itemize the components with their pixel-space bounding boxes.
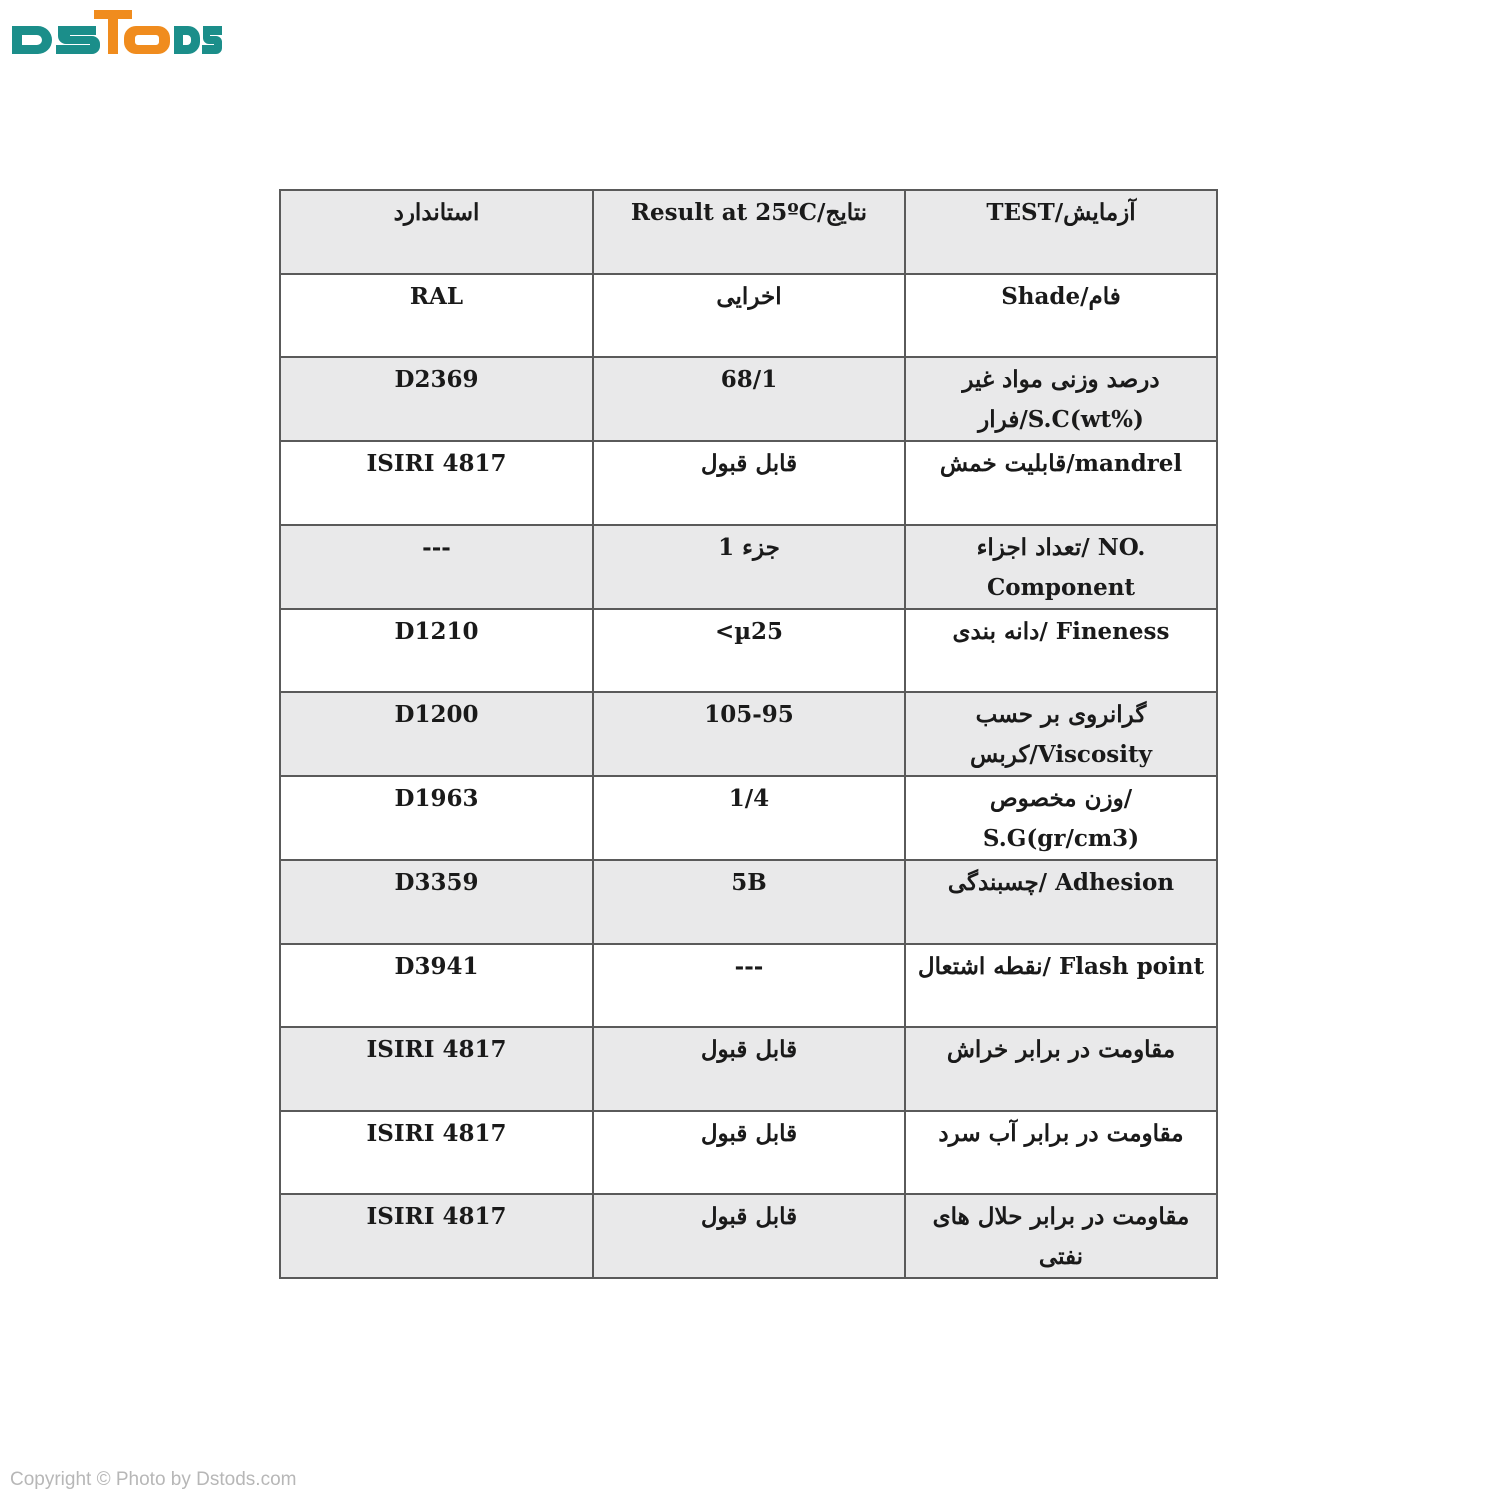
cell-standard: D1200 xyxy=(280,692,593,776)
brand-logo xyxy=(8,6,223,64)
cell-standard: ISIRI 4817 xyxy=(280,441,593,525)
cell-result: 5B xyxy=(593,860,905,944)
table-row xyxy=(280,1194,1217,1278)
cell-standard: --- xyxy=(280,525,593,609)
cell-test: گرانروی بر حسب کربس/Viscosity xyxy=(905,692,1217,776)
cell-standard: D3359 xyxy=(280,860,593,944)
cell-test: مقاومت در برابر حلال های نفتی xyxy=(905,1194,1217,1278)
header-result: Result at 25ºC/نتایج xyxy=(593,190,905,274)
table-row xyxy=(280,357,1217,441)
cell-test: مقاومت در برابر خراش xyxy=(905,1027,1217,1111)
spec-table xyxy=(279,189,1218,1279)
cell-test: تعداد اجزاء/ NO. Component xyxy=(905,525,1217,609)
cell-test: Shade/فام xyxy=(905,274,1217,358)
table-row xyxy=(280,609,1217,693)
cell-test: درصد وزنی مواد غیر فرار/S.C(wt%) xyxy=(905,357,1217,441)
header-test: TEST/آزمایش xyxy=(905,190,1217,274)
cell-test: قابلیت خمش/mandrel xyxy=(905,441,1217,525)
cell-test: وزن مخصوص/ S.G(gr/cm3) xyxy=(905,776,1217,860)
header-standard: استاندارد xyxy=(280,190,593,274)
cell-standard: ISIRI 4817 xyxy=(280,1111,593,1195)
table-row xyxy=(280,1111,1217,1195)
cell-result: 68/1 xyxy=(593,357,905,441)
cell-result: 1/4 xyxy=(593,776,905,860)
copyright-text: Copyright © Photo by Dstods.com xyxy=(10,1469,297,1490)
table-row xyxy=(280,692,1217,776)
cell-standard: D1963 xyxy=(280,776,593,860)
cell-result: قابل قبول xyxy=(593,1027,905,1111)
cell-standard: ISIRI 4817 xyxy=(280,1027,593,1111)
cell-test: دانه بندی/ Fineness xyxy=(905,609,1217,693)
cell-test: چسبندگی/ Adhesion xyxy=(905,860,1217,944)
table-row xyxy=(280,944,1217,1028)
table-row xyxy=(280,860,1217,944)
cell-test: مقاومت در برابر آب سرد xyxy=(905,1111,1217,1195)
cell-result: قابل قبول xyxy=(593,1111,905,1195)
cell-standard: ISIRI 4817 xyxy=(280,1194,593,1278)
table-header-row xyxy=(280,190,1217,274)
table-row xyxy=(280,1027,1217,1111)
cell-result: 105-95 xyxy=(593,692,905,776)
table-row xyxy=(280,441,1217,525)
cell-result: <µ25 xyxy=(593,609,905,693)
cell-standard: D1210 xyxy=(280,609,593,693)
table-row xyxy=(280,525,1217,609)
cell-standard: D2369 xyxy=(280,357,593,441)
cell-standard: D3941 xyxy=(280,944,593,1028)
table-row xyxy=(280,776,1217,860)
cell-standard: RAL xyxy=(280,274,593,358)
cell-result: قابل قبول xyxy=(593,1194,905,1278)
cell-result: قابل قبول xyxy=(593,441,905,525)
table-row xyxy=(280,274,1217,358)
cell-result: --- xyxy=(593,944,905,1028)
cell-result: 1 جزء xyxy=(593,525,905,609)
cell-test: نقطه اشتعال/ Flash point xyxy=(905,944,1217,1028)
cell-result: اخرایی xyxy=(593,274,905,358)
